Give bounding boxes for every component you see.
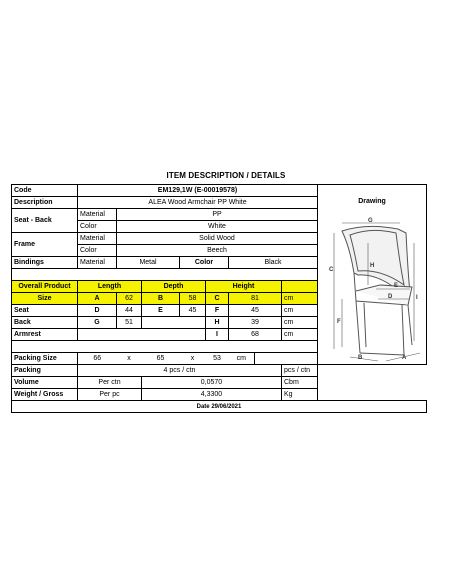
description-label: Description (12, 197, 78, 209)
seat-d-letter: D (78, 305, 117, 317)
table-row (12, 401, 432, 413)
blank-cell (78, 329, 206, 341)
seat-back-color-label: Color (78, 221, 117, 233)
packing-unit: cm (229, 353, 255, 365)
seat-e-letter: E (142, 305, 180, 317)
dim-c-value: 81 (229, 293, 282, 305)
frame-color-label: Color (78, 245, 117, 257)
bindings-material-label: Material (78, 257, 117, 269)
back-unit: cm (282, 317, 318, 329)
table-row (12, 185, 432, 197)
volume-unit: Cbm (282, 377, 318, 389)
dim-b-letter: B (142, 293, 180, 305)
frame-material-label: Material (78, 233, 117, 245)
drawing-letter-a: A (402, 355, 407, 361)
seat-back-material-label: Material (78, 209, 117, 221)
armrest-i-value: 68 (229, 329, 282, 341)
seat-back-color: White (117, 221, 318, 233)
chair-drawing (320, 213, 424, 363)
armrest-i-letter: I (206, 329, 229, 341)
volume-per: Per ctn (78, 377, 142, 389)
drawing-letter-f: F (337, 319, 341, 325)
packing-value: 4 pcs / ctn (78, 365, 282, 377)
frame-color: Beech (117, 245, 318, 257)
packing-label: Packing (12, 365, 78, 377)
blank-cell (318, 389, 427, 401)
seat-back-material: PP (117, 209, 318, 221)
drawing-cell (318, 185, 427, 365)
dim-a-value: 62 (117, 293, 142, 305)
blank-cell (282, 281, 318, 293)
spec-table (11, 184, 432, 413)
back-h-value: 39 (229, 317, 282, 329)
description-value: ALEA Wood Armchair PP White (78, 197, 318, 209)
blank-cell (142, 317, 206, 329)
table-row (12, 389, 432, 401)
overall-label-2: Size (12, 293, 78, 305)
packing-x1: x (127, 354, 131, 362)
packing-length: 66 (78, 353, 117, 365)
back-label: Back (12, 317, 78, 329)
table-row (12, 365, 432, 377)
bindings-material: Metal (117, 257, 180, 269)
drawing-letter-c: C (329, 267, 334, 273)
weight-per: Per pc (78, 389, 142, 401)
armrest-unit: cm (282, 329, 318, 341)
weight-value: 4,3300 (142, 389, 282, 401)
code-label: Code (12, 185, 78, 197)
depth-label: Depth (142, 281, 206, 293)
bindings-label: Bindings (12, 257, 78, 269)
blank-cell (318, 377, 427, 389)
packing-height: 53 (213, 354, 221, 362)
armrest-label: Armrest (12, 329, 78, 341)
drawing-letter-b: B (358, 355, 363, 361)
back-h-letter: H (206, 317, 229, 329)
blank-cell (255, 353, 318, 365)
length-label: Length (78, 281, 142, 293)
frame-material: Solid Wood (117, 233, 318, 245)
blank-cell (318, 365, 427, 377)
dim-c-letter: C (206, 293, 229, 305)
seat-d-value: 44 (117, 305, 142, 317)
weight-label: Weight / Gross (12, 389, 78, 401)
seat-back-label: Seat - Back (12, 209, 78, 233)
drawing-letter-i: I (416, 295, 418, 301)
dim-unit: cm (282, 293, 318, 305)
height-label: Height (206, 281, 282, 293)
drawing-letter-g: G (368, 218, 373, 224)
volume-label: Volume (12, 377, 78, 389)
code-value: EM129,1W (E-00019578) (78, 185, 318, 197)
frame-label: Frame (12, 233, 78, 257)
page-title: ITEM DESCRIPTION / DETAILS (166, 171, 286, 180)
drawing-letter-h: H (370, 263, 375, 269)
date-text: Date 29/06/2021 (12, 401, 427, 413)
seat-e-value: 45 (180, 305, 206, 317)
volume-value: 0,0570 (142, 377, 282, 389)
seat-f-value: 45 (229, 305, 282, 317)
seat-label: Seat (12, 305, 78, 317)
packing-size-label: Packing Size (12, 353, 78, 365)
dim-b-value: 58 (180, 293, 206, 305)
seat-f-letter: F (206, 305, 229, 317)
packing-x2: x (190, 354, 195, 362)
bindings-color-label: Color (180, 257, 229, 269)
weight-unit: Kg (282, 389, 318, 401)
drawing-letter-d: D (388, 294, 393, 300)
back-g-value: 51 (117, 317, 142, 329)
packing-unit-label: pcs / ctn (282, 365, 318, 377)
bindings-color: Black (229, 257, 318, 269)
dim-a-letter: A (78, 293, 117, 305)
table-row (12, 377, 432, 389)
blank-cell (427, 353, 432, 365)
drawing-letter-e: E (394, 283, 399, 289)
drawing-label: Drawing (358, 198, 386, 205)
seat-unit: cm (282, 305, 318, 317)
packing-width: 65 (156, 354, 165, 362)
back-g-letter: G (78, 317, 117, 329)
overall-label-1: Overall Product (12, 281, 78, 293)
